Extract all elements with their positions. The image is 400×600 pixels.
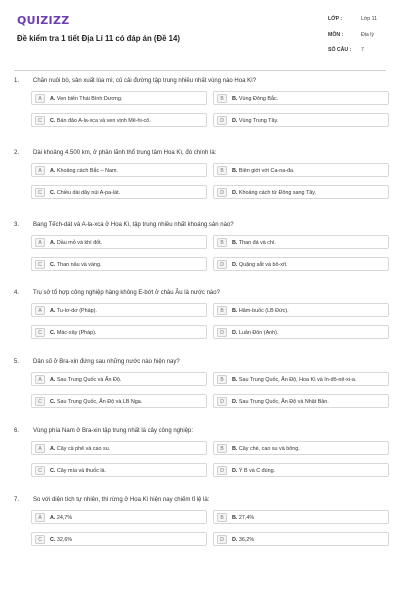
option-letter: C xyxy=(35,116,45,125)
question-number: 2. xyxy=(14,150,20,156)
option-letter: D xyxy=(217,328,227,337)
option-letter: B xyxy=(217,238,227,247)
question-number: 3. xyxy=(14,222,20,228)
option-key: B. xyxy=(232,167,238,174)
option-letter: D xyxy=(217,260,227,269)
option-key: A. xyxy=(50,514,56,521)
option-key: D. xyxy=(232,329,238,336)
option-key: C. xyxy=(50,189,56,196)
option-text: Khoảng cách Bắc – Nam. xyxy=(56,167,119,174)
question-text: Trụ sở tổ hợp công nghiệp hàng không E-bớt ở châu Âu là nước nào? xyxy=(33,290,220,296)
option-b[interactable] xyxy=(213,163,389,177)
option-a[interactable] xyxy=(31,235,207,249)
option-key: A. xyxy=(50,239,56,246)
option-letter: D xyxy=(217,188,227,197)
option-text: Than đá và chì. xyxy=(238,239,276,246)
option-letter: D xyxy=(217,116,227,125)
option-text: Vùng Đông Bắc. xyxy=(238,95,279,102)
option-letter: C xyxy=(35,260,45,269)
option-letter: A xyxy=(35,375,45,384)
option-letter: A xyxy=(35,94,45,103)
question-text: Chăn nuôi bò, sản xuất lúa mì, củ cải đường tập trung nhiều nhất vùng nào Hoa Kì? xyxy=(33,78,257,84)
option-text: Sau Trung Quốc và Ấn Độ. xyxy=(56,376,122,383)
option-letter: B xyxy=(217,306,227,315)
option-d[interactable] xyxy=(213,325,389,339)
question-text: Dài khoảng 4.500 km, ở phần lãnh thổ trung tâm Hoa Kì, đó chính là: xyxy=(33,150,217,156)
option-letter: C xyxy=(35,466,45,475)
quizizz-logo: QUIZIZZ xyxy=(17,14,70,27)
option-text: Chiều dài dãy núi A-pa-lát. xyxy=(56,189,121,196)
option-b[interactable] xyxy=(213,441,389,455)
option-b[interactable] xyxy=(213,303,389,317)
option-letter: B xyxy=(217,166,227,175)
option-key: B. xyxy=(232,239,238,246)
option-d[interactable] xyxy=(213,113,389,127)
option-b[interactable] xyxy=(213,372,389,386)
option-c[interactable] xyxy=(31,325,207,339)
option-key: A. xyxy=(50,376,56,383)
option-key: C. xyxy=(50,467,56,474)
option-text: Cây mía và thuốc lá. xyxy=(56,467,107,474)
option-text: Cây cà phê và cao su. xyxy=(56,445,111,452)
option-a[interactable] xyxy=(31,91,207,105)
option-b[interactable] xyxy=(213,91,389,105)
option-text: Tu-lơ-dơ (Pháp). xyxy=(56,307,97,314)
option-c[interactable] xyxy=(31,394,207,408)
option-letter: C xyxy=(35,328,45,337)
meta-label: LỚP : xyxy=(328,16,343,22)
meta-label: SỐ CÂU : xyxy=(328,47,352,53)
option-key: C. xyxy=(50,117,56,124)
page-title: Đề kiểm tra 1 tiết Địa Lí 11 có đáp án (Đề 14) xyxy=(17,34,180,43)
option-letter: B xyxy=(217,375,227,384)
option-text: 32,6% xyxy=(56,536,73,543)
option-letter: D xyxy=(217,397,227,406)
option-letter: A xyxy=(35,444,45,453)
option-key: D. xyxy=(232,467,238,474)
question-text: Dân số ở Bra-xin đứng sau những nước nào hiện nay? xyxy=(33,359,180,365)
option-key: A. xyxy=(50,167,56,174)
option-key: B. xyxy=(232,376,238,383)
option-a[interactable] xyxy=(31,303,207,317)
option-text: Mác-xây (Pháp). xyxy=(56,329,97,336)
question-number: 4. xyxy=(14,290,20,296)
option-text: Hăm-buốc (LB Đức). xyxy=(238,307,289,314)
header-divider xyxy=(14,70,386,71)
option-text: Sau Trung Quốc, Ấn Độ và LB Nga. xyxy=(56,398,143,405)
option-text: Than nâu và vàng. xyxy=(56,261,102,268)
option-text: Sau Trung Quốc, Ấn Độ và Nhật Bản. xyxy=(238,398,329,405)
option-letter: B xyxy=(217,513,227,522)
option-a[interactable] xyxy=(31,441,207,455)
option-text: 27,4% xyxy=(238,514,255,521)
option-letter: D xyxy=(217,466,227,475)
option-letter: A xyxy=(35,238,45,247)
option-key: C. xyxy=(50,329,56,336)
option-text: Vùng Trung Tây. xyxy=(238,117,279,124)
option-key: A. xyxy=(50,445,56,452)
option-b[interactable] xyxy=(213,235,389,249)
option-c[interactable] xyxy=(31,113,207,127)
option-letter: B xyxy=(217,444,227,453)
option-text: 36,2% xyxy=(238,536,255,543)
option-letter: A xyxy=(35,166,45,175)
option-d[interactable] xyxy=(213,463,389,477)
option-text: Bán đảo A-la-xca và ven vịnh Mê-hi-cô. xyxy=(56,117,151,124)
page-header xyxy=(0,0,400,64)
option-letter: D xyxy=(217,535,227,544)
option-a[interactable] xyxy=(31,163,207,177)
option-c[interactable] xyxy=(31,463,207,477)
option-text: Quặng sắt và bô-xít. xyxy=(238,261,288,268)
option-key: D. xyxy=(232,117,238,124)
option-key: D. xyxy=(232,398,238,405)
option-d[interactable] xyxy=(213,257,389,271)
meta-value: 7 xyxy=(361,47,364,53)
question-text: Vùng phía Nam ở Bra-xin tập trung nhất là cây công nghiệp: xyxy=(33,428,194,434)
option-letter: C xyxy=(35,397,45,406)
option-c[interactable] xyxy=(31,185,207,199)
option-letter: B xyxy=(217,94,227,103)
option-letter: A xyxy=(35,513,45,522)
option-key: D. xyxy=(232,261,238,268)
option-d[interactable] xyxy=(213,532,389,546)
option-letter: A xyxy=(35,306,45,315)
question-text: So với diện tích tự nhiên, thì rừng ở Hoa Kì hiện nay chiếm tỉ lệ là: xyxy=(33,497,210,503)
meta-label: MÔN : xyxy=(328,32,344,38)
option-text: Cây chè, cao su và bông. xyxy=(238,445,300,452)
option-key: C. xyxy=(50,398,56,405)
option-key: B. xyxy=(232,307,238,314)
option-text: Ý B và C đúng. xyxy=(238,467,276,474)
option-key: A. xyxy=(50,307,56,314)
option-text: Khoảng cách từ Đông sang Tây. xyxy=(238,189,317,196)
option-a[interactable] xyxy=(31,372,207,386)
option-key: D. xyxy=(232,536,238,543)
option-key: D. xyxy=(232,189,238,196)
option-key: C. xyxy=(50,536,56,543)
option-letter: C xyxy=(35,188,45,197)
option-a[interactable] xyxy=(31,510,207,524)
option-key: B. xyxy=(232,445,238,452)
question-number: 6. xyxy=(14,428,20,434)
option-key: B. xyxy=(232,514,238,521)
option-text: Dầu mỏ và khí đốt. xyxy=(56,239,103,246)
meta-value: Lớp 11 xyxy=(361,16,377,22)
question-number: 1. xyxy=(14,78,20,84)
option-key: B. xyxy=(232,95,238,102)
option-text: Ven biển Thái Bình Dương. xyxy=(56,95,123,102)
option-key: A. xyxy=(50,95,56,102)
option-key: C. xyxy=(50,261,56,268)
question-text: Bang Tếch-dát và A-la-xca ở Hoa Kì, tập trung nhiều nhất khoáng sản nào? xyxy=(33,222,234,228)
option-d[interactable] xyxy=(213,394,389,408)
question-number: 5. xyxy=(14,359,20,365)
option-letter: C xyxy=(35,535,45,544)
option-text: Luân Đôn (Anh). xyxy=(238,329,279,336)
option-c[interactable] xyxy=(31,257,207,271)
question-number: 7. xyxy=(14,497,20,503)
option-text: Biên giới với Ca-na-đa. xyxy=(238,167,295,174)
option-text: 24,7% xyxy=(56,514,73,521)
option-c[interactable] xyxy=(31,532,207,546)
option-b[interactable] xyxy=(213,510,389,524)
option-d[interactable] xyxy=(213,185,389,199)
meta-value: Địa lý xyxy=(361,32,374,38)
option-text: Sau Trung Quốc, Ấn Độ, Hoa Kì và In-đô-nê-xi-a. xyxy=(238,376,357,383)
